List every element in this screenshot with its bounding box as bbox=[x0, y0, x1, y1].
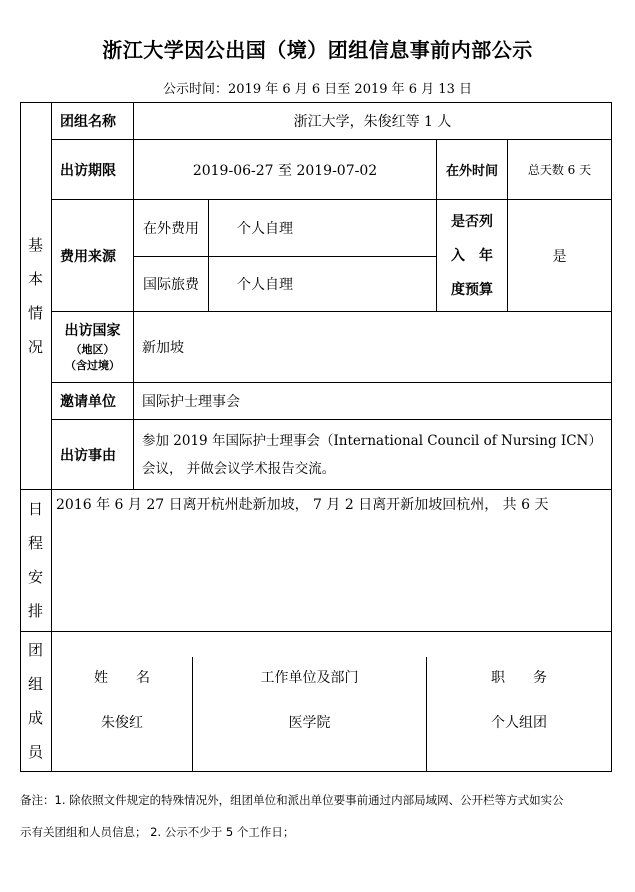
section-label-basic bbox=[20, 102, 51, 489]
country-label-line: 出访国家 bbox=[64, 323, 121, 339]
members-header-position: 职 务 bbox=[491, 670, 547, 686]
group-name-label: 团组名称 bbox=[60, 113, 116, 130]
section-char: 情 bbox=[27, 303, 43, 322]
country-label bbox=[52, 312, 133, 382]
section-label-members bbox=[20, 631, 51, 771]
fund-source-label: 费用来源 bbox=[60, 248, 116, 265]
country-label-line: （地区） bbox=[70, 343, 115, 356]
purpose-text: 参加 2019 年国际护士理事会（International Council of Nursing ICN）会议， 并做会议学术报告交流。 bbox=[142, 432, 602, 477]
schedule-text: 2016 年 6 月 27 日离开杭州赴新加坡， 7 月 2 日离开新加坡回杭州， 共 6 天 bbox=[56, 497, 549, 513]
budget-label-line: 入 年 bbox=[451, 247, 493, 264]
members-header-spacer bbox=[51, 697, 612, 698]
member-position: 个人组团 bbox=[491, 715, 547, 731]
period-value: 2019-06-27 至 2019-07-02 bbox=[192, 162, 378, 179]
section-divider-schedule bbox=[20, 489, 612, 490]
section-label-schedule bbox=[20, 489, 51, 631]
footnote-line: 示有关团组和人员信息； 2. 公示不少于 5 个工作日； bbox=[20, 825, 295, 839]
travel-cost-value: 个人自理 bbox=[237, 277, 293, 293]
abroad-time-label: 在外时间 bbox=[445, 164, 498, 179]
section-char: 本 bbox=[27, 269, 43, 288]
section-char: 基 bbox=[27, 235, 43, 254]
budget-label bbox=[437, 200, 507, 311]
travel-cost-label: 国际旅费 bbox=[143, 277, 199, 293]
table-border-right bbox=[611, 102, 612, 772]
section-char: 安 bbox=[27, 568, 43, 586]
inviter-label: 邀请单位 bbox=[60, 394, 116, 410]
footnote-line: 备注：1. 除依照文件规定的特殊情况外，组团单位和派出单位要事前通过内部局域网、公开栏等方式如实公 bbox=[20, 793, 564, 807]
section-char: 排 bbox=[27, 602, 43, 620]
period-label: 出访期限 bbox=[60, 162, 116, 179]
members-header-unit: 工作单位及部门 bbox=[260, 670, 359, 686]
country-value: 新加坡 bbox=[142, 340, 184, 356]
section-divider-members bbox=[20, 631, 612, 632]
purpose-label: 出访事由 bbox=[60, 447, 116, 464]
section-char: 员 bbox=[27, 743, 43, 761]
publicity-period: 公示时间：2019 年 6 月 6 日至 2019 年 6 月 13 日 bbox=[163, 82, 472, 97]
inviter-value: 国际护士理事会 bbox=[142, 394, 240, 410]
page-title: 浙江大学因公出国（境）团组信息事前内部公示 bbox=[102, 38, 533, 62]
budget-label-line: 度预算 bbox=[451, 281, 493, 298]
purpose-value bbox=[134, 420, 611, 489]
section-char: 程 bbox=[27, 534, 43, 552]
abroad-cost-label: 在外费用 bbox=[143, 221, 199, 237]
country-label-line: （含过境） bbox=[65, 359, 120, 372]
member-name: 朱俊红 bbox=[101, 715, 143, 731]
section-char: 团 bbox=[27, 641, 43, 659]
abroad-time-value: 总天数 6 天 bbox=[527, 163, 592, 177]
budget-value: 是 bbox=[552, 248, 567, 265]
abroad-cost-value: 个人自理 bbox=[237, 221, 293, 237]
table-border-bottom bbox=[20, 771, 612, 772]
section-char: 日 bbox=[27, 500, 43, 518]
footnote bbox=[20, 784, 620, 848]
members-header-name: 姓 名 bbox=[94, 670, 150, 686]
section-char: 况 bbox=[27, 337, 43, 356]
section-char: 组 bbox=[27, 675, 43, 693]
section-char: 成 bbox=[27, 709, 43, 727]
budget-label-line: 是否列 bbox=[451, 213, 493, 230]
info-table bbox=[20, 102, 612, 772]
member-unit: 医学院 bbox=[288, 715, 331, 731]
group-name-value: 浙江大学，朱俊红等 1 人 bbox=[293, 113, 452, 130]
